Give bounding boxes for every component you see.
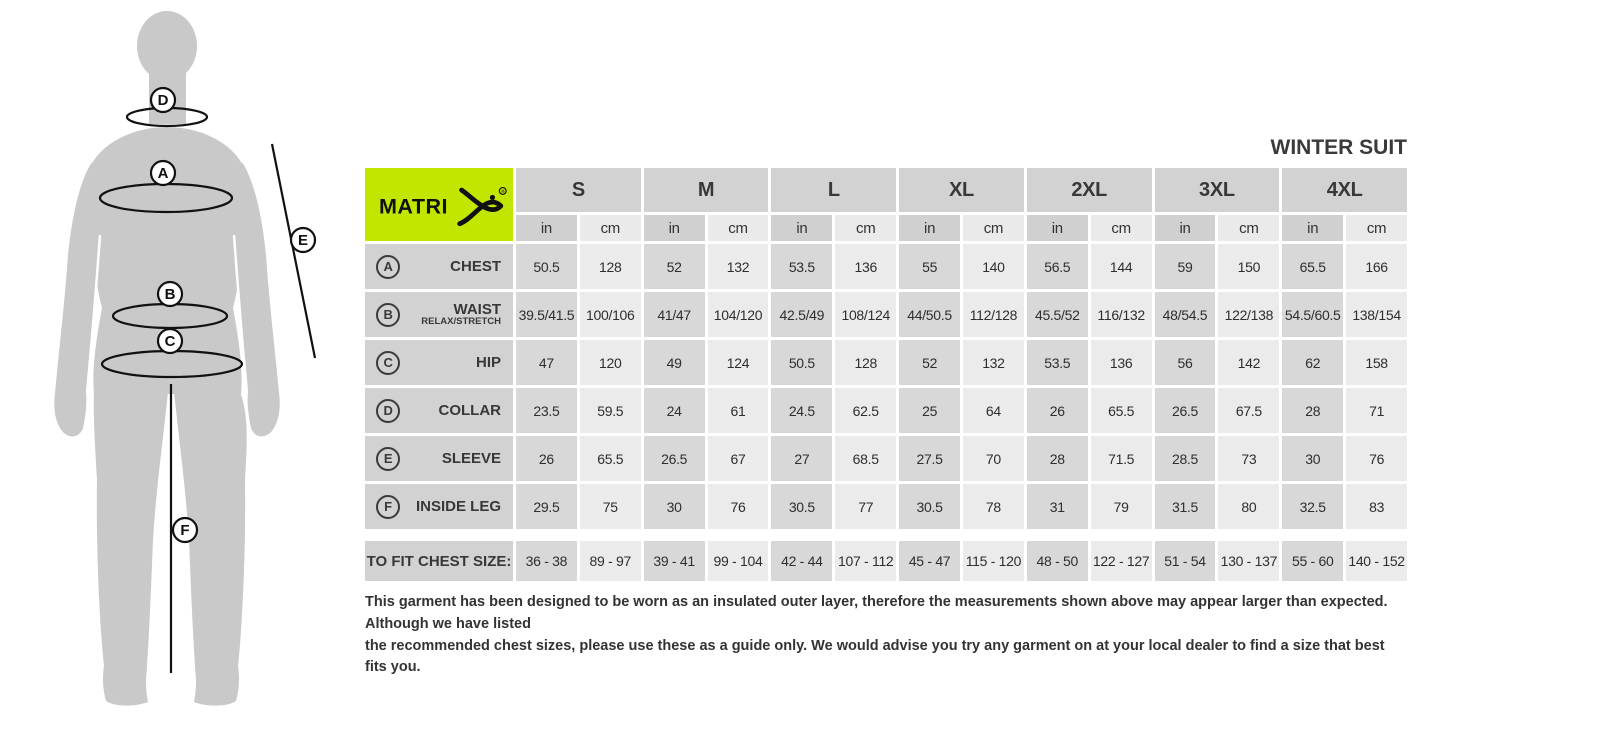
- value-chest-4xl-in: 65.5: [1282, 244, 1343, 289]
- value-inside-leg-l-cm: 77: [835, 484, 896, 529]
- unit-header-cm-3xl: cm: [1218, 215, 1279, 241]
- body-silhouette: [54, 11, 279, 706]
- row-label-inside-leg: [365, 484, 513, 529]
- row-label-hip: [365, 340, 513, 385]
- value-sleeve-xl-cm: 70: [963, 436, 1024, 481]
- value-collar-xl-in: 25: [899, 388, 960, 433]
- size-header-xl: XL: [899, 168, 1024, 212]
- value-waist-m-in: 41/47: [644, 292, 705, 337]
- size-header-3xl: 3XL: [1155, 168, 1280, 212]
- fit-value-xl-in: 45 - 47: [899, 541, 960, 581]
- footer-line-1: This garment has been designed to be worn as an insulated outer layer, therefore the measurements shown above may appear larger than expected. Although we have listed: [365, 594, 1388, 632]
- letter-badge-b: B: [376, 303, 400, 327]
- value-chest-m-cm: 132: [708, 244, 769, 289]
- value-waist-4xl-in: 54.5/60.5: [1282, 292, 1343, 337]
- value-chest-l-in: 53.5: [771, 244, 832, 289]
- value-sleeve-l-in: 27: [771, 436, 832, 481]
- row-label-text: CHEST: [450, 257, 501, 275]
- unit-header-cm-m: cm: [708, 215, 769, 241]
- size-header-s: S: [516, 168, 641, 212]
- letter-badge-d: D: [376, 399, 400, 423]
- matrix-logo: [369, 175, 509, 235]
- unit-header-cm-4xl: cm: [1346, 215, 1407, 241]
- value-hip-s-in: 47: [516, 340, 577, 385]
- value-chest-3xl-in: 59: [1155, 244, 1216, 289]
- registered-mark: ®: [501, 188, 505, 194]
- fit-value-2xl-in: 48 - 50: [1027, 541, 1088, 581]
- value-collar-xl-cm: 64: [963, 388, 1024, 433]
- unit-header-in-4xl: in: [1282, 215, 1343, 241]
- value-hip-l-cm: 128: [835, 340, 896, 385]
- value-hip-4xl-in: 62: [1282, 340, 1343, 385]
- fit-value-3xl-in: 51 - 54: [1155, 541, 1216, 581]
- value-inside-leg-xl-cm: 78: [963, 484, 1024, 529]
- value-waist-l-in: 42.5/49: [771, 292, 832, 337]
- value-sleeve-s-in: 26: [516, 436, 577, 481]
- letter-badge-c: C: [376, 351, 400, 375]
- value-sleeve-2xl-in: 28: [1027, 436, 1088, 481]
- value-sleeve-m-cm: 67: [708, 436, 769, 481]
- value-waist-s-cm: 100/106: [580, 292, 641, 337]
- value-waist-s-in: 39.5/41.5: [516, 292, 577, 337]
- value-chest-m-in: 52: [644, 244, 705, 289]
- row-label-text: WAIST: [453, 300, 501, 318]
- value-hip-m-cm: 124: [708, 340, 769, 385]
- fit-value-4xl-in: 55 - 60: [1282, 541, 1343, 581]
- marker-B: [158, 282, 182, 306]
- value-hip-2xl-in: 53.5: [1027, 340, 1088, 385]
- value-inside-leg-3xl-in: 31.5: [1155, 484, 1216, 529]
- value-chest-4xl-cm: 166: [1346, 244, 1407, 289]
- marker-A: [151, 161, 175, 185]
- value-waist-xl-cm: 112/128: [963, 292, 1024, 337]
- fit-value-s-cm: 89 - 97: [580, 541, 641, 581]
- svg-text:E: E: [297, 232, 309, 249]
- fit-value-m-in: 39 - 41: [644, 541, 705, 581]
- value-sleeve-xl-in: 27.5: [899, 436, 960, 481]
- value-hip-l-in: 50.5: [771, 340, 832, 385]
- value-collar-s-cm: 59.5: [580, 388, 641, 433]
- size-header-2xl: 2XL: [1027, 168, 1152, 212]
- value-sleeve-4xl-in: 30: [1282, 436, 1343, 481]
- unit-header-in-s: in: [516, 215, 577, 241]
- unit-header-cm-xl: cm: [963, 215, 1024, 241]
- value-chest-s-in: 50.5: [516, 244, 577, 289]
- value-collar-3xl-cm: 67.5: [1218, 388, 1279, 433]
- unit-header-in-2xl: in: [1027, 215, 1088, 241]
- body-measurement-diagram: [0, 0, 360, 731]
- fit-value-3xl-cm: 130 - 137: [1218, 541, 1279, 581]
- page-title: WINTER SUIT: [1270, 136, 1407, 159]
- value-hip-m-in: 49: [644, 340, 705, 385]
- fit-chest-size-row: [365, 541, 1407, 581]
- footer-note: [365, 592, 1407, 679]
- value-waist-m-cm: 104/120: [708, 292, 769, 337]
- value-hip-3xl-cm: 142: [1218, 340, 1279, 385]
- row-label-collar: [365, 388, 513, 433]
- row-label-text: SLEEVE: [441, 449, 501, 467]
- value-hip-s-cm: 120: [580, 340, 641, 385]
- value-chest-2xl-in: 56.5: [1027, 244, 1088, 289]
- value-sleeve-3xl-in: 28.5: [1155, 436, 1216, 481]
- unit-header-in-3xl: in: [1155, 215, 1216, 241]
- svg-text:F: F: [180, 522, 190, 539]
- marker-C: [158, 329, 182, 353]
- row-label-sleeve: [365, 436, 513, 481]
- unit-header-in-xl: in: [899, 215, 960, 241]
- value-waist-4xl-cm: 138/154: [1346, 292, 1407, 337]
- value-inside-leg-2xl-cm: 79: [1091, 484, 1152, 529]
- marker-D: [151, 88, 175, 112]
- value-collar-m-cm: 61: [708, 388, 769, 433]
- fit-value-l-cm: 107 - 112: [835, 541, 896, 581]
- fit-value-2xl-cm: 122 - 127: [1091, 541, 1152, 581]
- fit-value-m-cm: 99 - 104: [708, 541, 769, 581]
- value-hip-3xl-in: 56: [1155, 340, 1216, 385]
- value-sleeve-2xl-cm: 71.5: [1091, 436, 1152, 481]
- value-inside-leg-s-in: 29.5: [516, 484, 577, 529]
- svg-text:B: B: [164, 286, 176, 303]
- row-label-text: COLLAR: [438, 401, 501, 419]
- unit-header-in-m: in: [644, 215, 705, 241]
- value-collar-s-in: 23.5: [516, 388, 577, 433]
- fit-value-4xl-cm: 140 - 152: [1346, 541, 1407, 581]
- value-collar-3xl-in: 26.5: [1155, 388, 1216, 433]
- value-inside-leg-4xl-cm: 83: [1346, 484, 1407, 529]
- fit-value-l-in: 42 - 44: [771, 541, 832, 581]
- fit-value-xl-cm: 115 - 120: [963, 541, 1024, 581]
- value-collar-4xl-in: 28: [1282, 388, 1343, 433]
- value-inside-leg-l-in: 30.5: [771, 484, 832, 529]
- value-hip-xl-cm: 132: [963, 340, 1024, 385]
- value-waist-2xl-cm: 116/132: [1091, 292, 1152, 337]
- letter-badge-f: F: [376, 495, 400, 519]
- svg-text:D: D: [157, 92, 169, 109]
- value-chest-3xl-cm: 150: [1218, 244, 1279, 289]
- value-chest-2xl-cm: 144: [1091, 244, 1152, 289]
- row-sublabel-text: RELAX/STRETCH: [421, 316, 501, 328]
- value-inside-leg-3xl-cm: 80: [1218, 484, 1279, 529]
- value-waist-xl-in: 44/50.5: [899, 292, 960, 337]
- value-sleeve-3xl-cm: 73: [1218, 436, 1279, 481]
- value-sleeve-4xl-cm: 76: [1346, 436, 1407, 481]
- value-chest-xl-cm: 140: [963, 244, 1024, 289]
- row-label-waist: [365, 292, 513, 337]
- value-chest-l-cm: 136: [835, 244, 896, 289]
- value-collar-l-cm: 62.5: [835, 388, 896, 433]
- matrix-brand-text: MATRI: [379, 192, 448, 218]
- value-collar-4xl-cm: 71: [1346, 388, 1407, 433]
- value-inside-leg-m-cm: 76: [708, 484, 769, 529]
- marker-E: [291, 228, 315, 252]
- unit-header-cm-2xl: cm: [1091, 215, 1152, 241]
- value-collar-2xl-cm: 65.5: [1091, 388, 1152, 433]
- value-chest-s-cm: 128: [580, 244, 641, 289]
- letter-badge-a: A: [376, 255, 400, 279]
- svg-text:A: A: [157, 165, 169, 182]
- value-waist-2xl-in: 45.5/52: [1027, 292, 1088, 337]
- value-collar-m-in: 24: [644, 388, 705, 433]
- matrix-fish-x-icon: [460, 190, 501, 224]
- value-inside-leg-s-cm: 75: [580, 484, 641, 529]
- value-sleeve-l-cm: 68.5: [835, 436, 896, 481]
- value-hip-xl-in: 52: [899, 340, 960, 385]
- svg-text:C: C: [164, 333, 176, 350]
- value-hip-2xl-cm: 136: [1091, 340, 1152, 385]
- value-inside-leg-4xl-in: 32.5: [1282, 484, 1343, 529]
- value-waist-3xl-cm: 122/138: [1218, 292, 1279, 337]
- row-label-text: INSIDE LEG: [415, 497, 501, 515]
- unit-header-in-l: in: [771, 215, 832, 241]
- value-collar-2xl-in: 26: [1027, 388, 1088, 433]
- row-label-text: HIP: [475, 353, 501, 371]
- fit-row-label: TO FIT CHEST SIZE:: [365, 541, 513, 581]
- value-collar-l-in: 24.5: [771, 388, 832, 433]
- letter-badge-e: E: [376, 447, 400, 471]
- value-inside-leg-xl-in: 30.5: [899, 484, 960, 529]
- footer-line-2: the recommended chest sizes, please use these as a guide only. We would advise you try any garment on at your local dealer to find a size that best fits you.: [365, 637, 1385, 676]
- unit-header-cm-l: cm: [835, 215, 896, 241]
- size-header-l: L: [771, 168, 896, 212]
- value-waist-3xl-in: 48/54.5: [1155, 292, 1216, 337]
- value-sleeve-m-in: 26.5: [644, 436, 705, 481]
- fit-value-s-in: 36 - 38: [516, 541, 577, 581]
- row-label-chest: [365, 244, 513, 289]
- size-table: [365, 168, 1407, 529]
- matrix-logo-cell: [365, 168, 513, 241]
- value-hip-4xl-cm: 158: [1346, 340, 1407, 385]
- value-chest-xl-in: 55: [899, 244, 960, 289]
- value-waist-l-cm: 108/124: [835, 292, 896, 337]
- unit-header-cm-s: cm: [580, 215, 641, 241]
- value-sleeve-s-cm: 65.5: [580, 436, 641, 481]
- size-header-m: M: [644, 168, 769, 212]
- value-inside-leg-m-in: 30: [644, 484, 705, 529]
- size-header-4xl: 4XL: [1282, 168, 1407, 212]
- marker-F: [173, 518, 197, 542]
- value-inside-leg-2xl-in: 31: [1027, 484, 1088, 529]
